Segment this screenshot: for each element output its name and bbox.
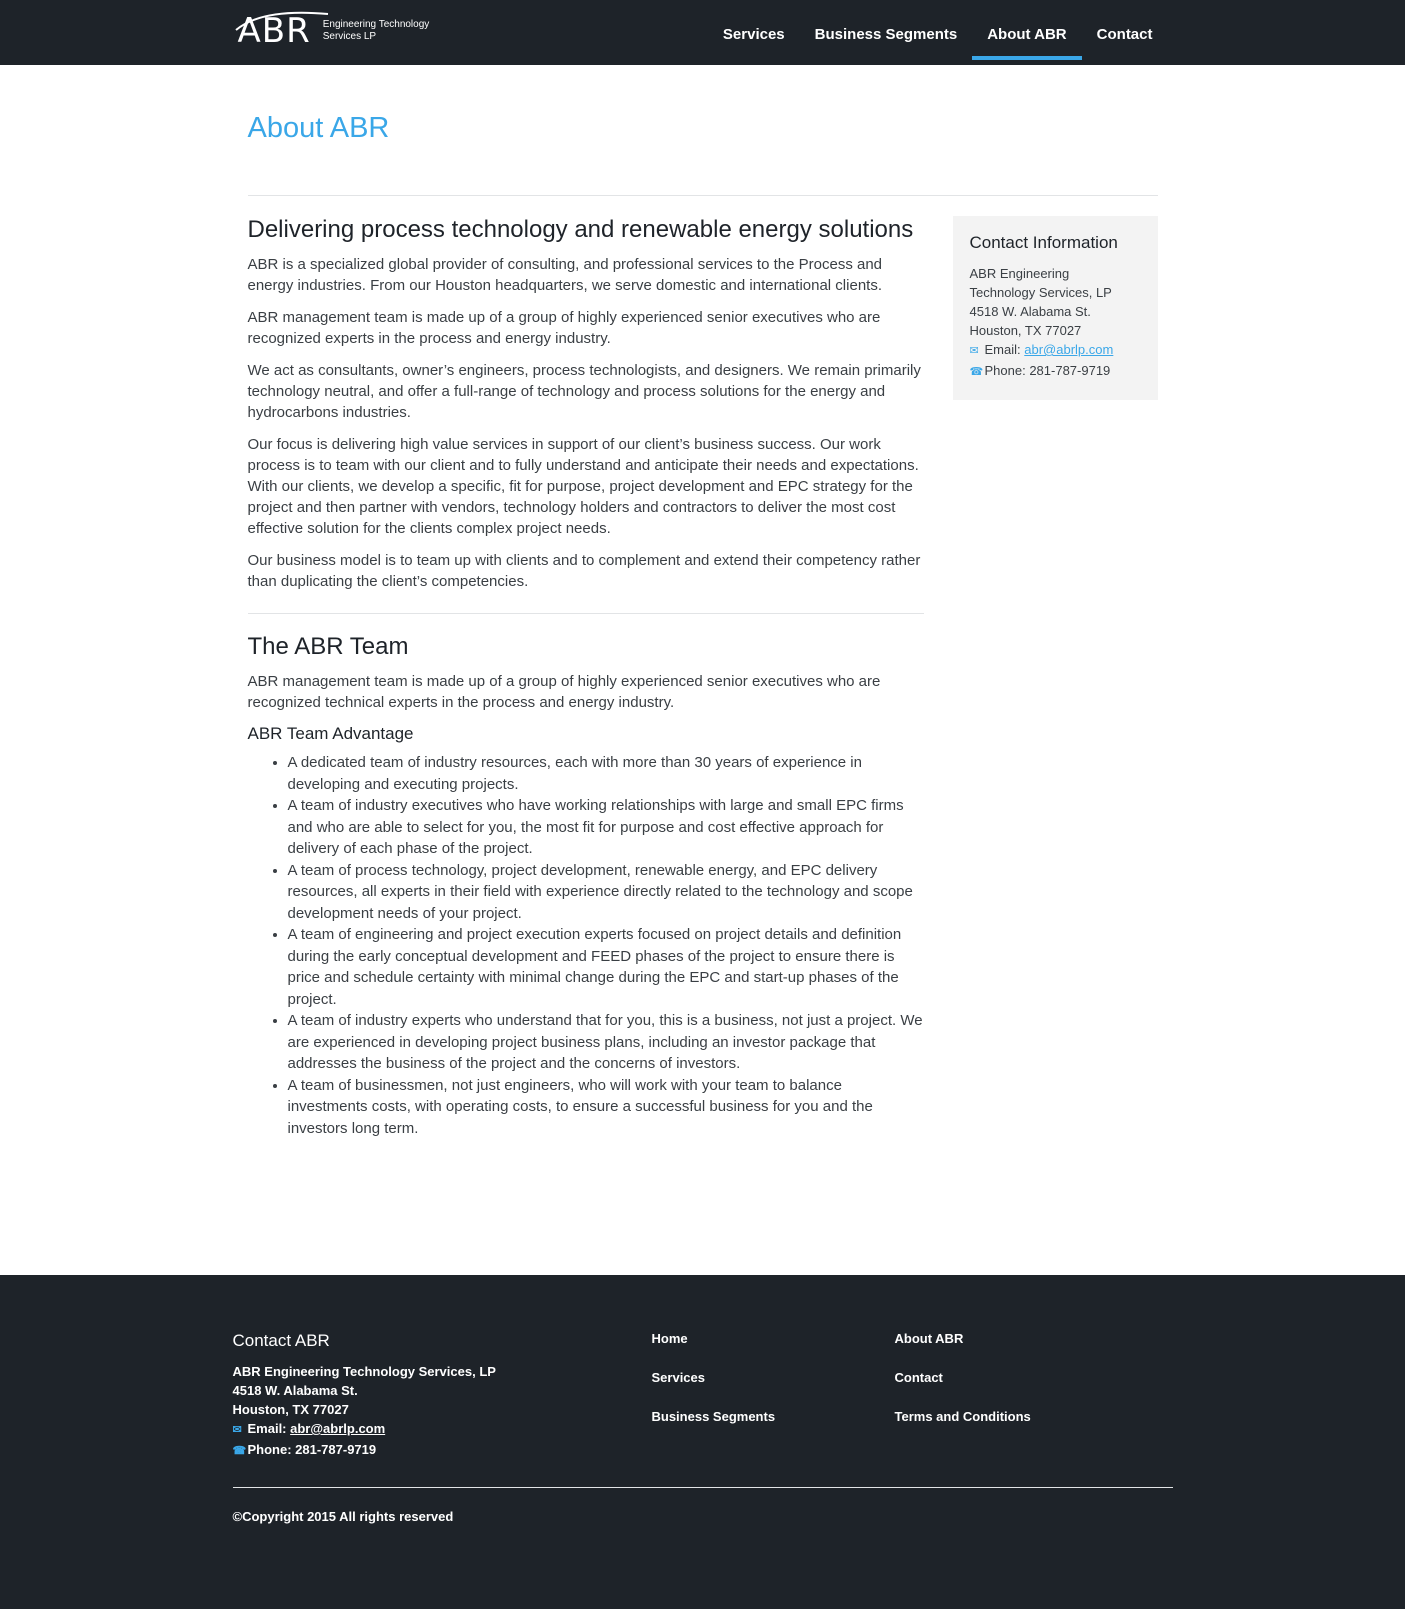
footer-link-contact[interactable]: Contact (894, 1370, 943, 1385)
team-heading: The ABR Team (247, 633, 409, 660)
nav-about-abr[interactable]: About ABR (972, 0, 1081, 65)
team-advantage-list (248, 752, 924, 1139)
contact-info-sidebar (953, 216, 1158, 400)
top-navbar (0, 0, 1405, 65)
intro-heading: Delivering process technology and renewable energy solutions (247, 216, 914, 243)
footer-link-home[interactable]: Home (651, 1331, 688, 1346)
envelope-icon: ✉ (969, 345, 979, 357)
footer-links-col-1 (652, 1331, 895, 1481)
intro-paragraph: ABR is a specialized global provider of consulting, and professional services to the Process and energy industries. From our Houston headquarters, we serve domestic and international clients. (247, 256, 883, 294)
logo-text: ABR (237, 11, 311, 51)
footer-company: ABR Engineering Technology Services, LP (232, 1364, 496, 1379)
footer-phone: Phone: 281-787-9719 (247, 1442, 377, 1457)
page-body (248, 65, 1158, 1139)
nav-services[interactable]: Services (722, 26, 785, 43)
site-footer (0, 1275, 1405, 1609)
team-paragraph: ABR management team is made up of a group of highly experienced senior executives who are recognized technical experts in the process and energy industry. (247, 673, 881, 711)
nav-business-segments[interactable]: Business Segments (814, 26, 958, 43)
nav-contact[interactable]: Contact (1096, 26, 1153, 43)
abr-logo[interactable] (237, 11, 430, 51)
sidebar-email-row (970, 340, 1141, 361)
logo-subtitle-line-2: Services LP (322, 31, 377, 42)
footer-heading: Contact ABR (232, 1331, 330, 1350)
section-divider (248, 613, 924, 614)
footer-email-label: Email: (247, 1421, 287, 1436)
intro-paragraph: ABR management team is made up of a group of highly experienced senior executives who are recognized experts in the process and energy industry. (247, 309, 881, 347)
sidebar-city: Houston, TX 77027 (969, 323, 1082, 338)
sidebar-heading: Contact Information (969, 233, 1118, 252)
sidebar-phone: Phone: 281-787-9719 (984, 363, 1111, 378)
footer-link-business-segments[interactable]: Business Segments (651, 1409, 776, 1424)
list-item: • A dedicated team of industry resources, each with more than 30 years of experience in developing and executing projects. (288, 752, 924, 795)
envelope-icon: ✉ (232, 1424, 242, 1436)
sidebar-street: 4518 W. Alabama St. (969, 304, 1091, 319)
footer-phone-row (233, 1440, 652, 1461)
sidebar-phone-row (970, 361, 1141, 382)
footer-link-about-abr[interactable]: About ABR (894, 1331, 964, 1346)
sidebar-email-label: Email: (984, 342, 1021, 357)
logo-subtitle (323, 19, 430, 43)
footer-contact (233, 1331, 652, 1481)
footer-link-terms[interactable]: Terms and Conditions (894, 1409, 1031, 1424)
phone-icon: ☎ (232, 1445, 247, 1457)
page-title: About ABR (247, 112, 390, 144)
main-content (248, 216, 924, 1139)
phone-icon: ☎ (969, 366, 984, 378)
footer-email-row (233, 1419, 652, 1440)
footer-city: Houston, TX 77027 (232, 1402, 349, 1417)
sidebar-company-1: ABR Engineering (969, 266, 1070, 281)
footer-links-col-2 (895, 1331, 1155, 1481)
footer-email-link[interactable]: abr@abrlp.com (290, 1421, 386, 1436)
list-item: • A team of engineering and project execution experts focused on project details and definition during the early conceptual development and FEED phases of the project to ensure there is price and schedule certainty with minimal change during the EPC and start-up phases of the project. (288, 924, 924, 1010)
intro-paragraph: Our business model is to team up with clients and to complement and extend their competency rather than duplicating the client’s competencies. (247, 552, 921, 590)
sidebar-company-2: Technology Services, LP (969, 285, 1112, 300)
main-wrap (248, 196, 1158, 1139)
logo-subtitle-line-1: Engineering Technology (322, 19, 430, 30)
intro-paragraph: We act as consultants, owner’s engineers, process technologists, and designers. We remain primarily technology neutral, and offer a full-range of technology and process solutions for the energy and hydrocarbons industries. (247, 362, 921, 421)
intro-paragraph: Our focus is delivering high value services in support of our client’s business success. Our work process is to team with our client and to fully understand and anticipate their needs and expectations. With our clients, we develop a specific, fit for purpose, project development and EPC strategy for the project and then partner with vendors, technology holders and contractors to deliver the most cost effective solution for the clients complex project needs. (247, 436, 919, 537)
footer-street: 4518 W. Alabama St. (232, 1383, 358, 1398)
sidebar-email-link[interactable]: abr@abrlp.com (1024, 342, 1114, 357)
list-item: • A team of businessmen, not just engineers, who will work with your team to balance investments costs, with operating costs, to ensure a successful business for you and the investors long term. (288, 1075, 924, 1140)
footer-divider (233, 1487, 1173, 1488)
list-item: • A team of industry executives who have working relationships with large and small EPC firms and who are able to select for you, the most fit for purpose and cost effective approach for delivery of each phase of the project. (288, 795, 924, 860)
list-item: • A team of process technology, project development, renewable energy, and EPC delivery resources, all experts in their field with experience directly related to the technology and scope development needs of your project. (288, 860, 924, 925)
team-advantage-heading: ABR Team Advantage (247, 724, 414, 743)
footer-link-services[interactable]: Services (651, 1370, 705, 1385)
main-nav (708, 0, 1168, 65)
list-item: • A team of industry experts who understand that for you, this is a business, not just a project. We are experienced in developing project business plans, including an investor package that addresses the business of the project and the concerns of investors. (288, 1010, 924, 1075)
copyright-text: ©Copyright 2015 All rights reserved (232, 1509, 454, 1524)
